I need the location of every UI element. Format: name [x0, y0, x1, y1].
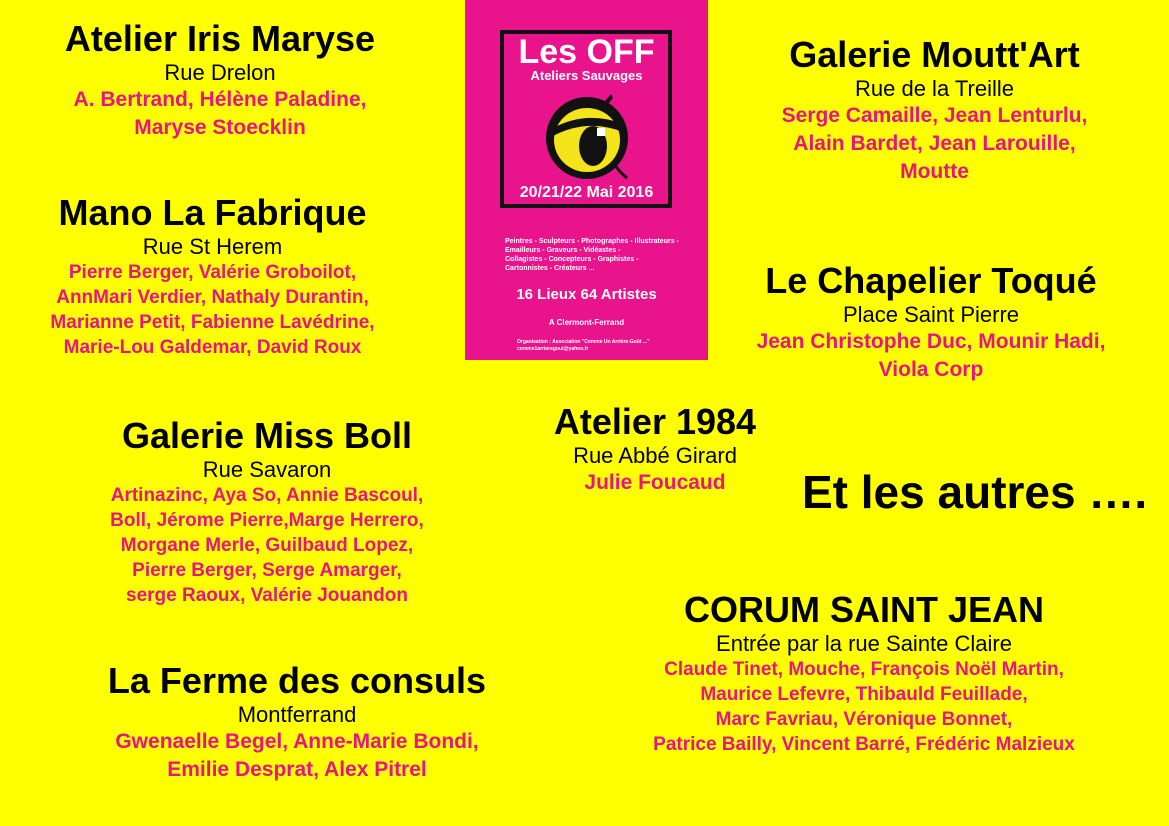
artist-line: Maryse Stoecklin — [134, 116, 306, 139]
venue-atelier-1984 — [530, 401, 780, 497]
artist-line: Boll, Jérome Pierre,Marge Herrero, — [110, 510, 424, 531]
venue-street: Rue de la Treille — [855, 76, 1014, 101]
venue-mano-la-fabrique — [10, 192, 415, 360]
artist-line: Maurice Lefevre, Thibauld Feuillade, — [700, 684, 1028, 705]
venue-title: La Ferme des consuls — [107, 660, 487, 701]
venue-la-ferme-des-consuls — [67, 660, 527, 784]
venue-artists — [67, 483, 467, 608]
venue-street: Rue Abbé Girard — [573, 443, 737, 468]
discipline-line: Emailleurs - Graveurs - Vidéastes - — [505, 247, 621, 254]
venue-street: Rue Savaron — [202, 457, 332, 482]
discipline-line: Peintres - Sculpteurs - Photographes - Illustrateurs - — [505, 238, 679, 245]
poster-city: A Clermont-Ferrand — [548, 318, 625, 327]
organisation-line: Organisation : Association "Comme Un Arrière-Goût ..." — [517, 339, 650, 345]
artist-line: serge Raoux, Valérie Jouandon — [126, 585, 408, 606]
artist-line: Viola Corp — [878, 358, 984, 381]
venue-street: Entrée par la rue Sainte Claire — [716, 631, 1012, 656]
discipline-line: Cartonnistes - Créateurs ... — [505, 265, 595, 272]
venue-artists — [10, 260, 415, 360]
venue-title: Atelier Iris Maryse — [64, 18, 376, 59]
artist-line: A. Bertrand, Hélène Paladine, — [73, 88, 367, 111]
venue-artists — [732, 102, 1137, 186]
artist-line: Pierre Berger, Valérie Groboilot, — [68, 262, 357, 283]
discipline-line: Collagistes - Concepteurs - Graphistes - — [505, 256, 639, 263]
poster-dates: 20/21/22 Mai 2016 — [519, 184, 654, 201]
venue-artists — [715, 328, 1147, 384]
poster-subtitle: Ateliers Sauvages — [530, 68, 643, 83]
venue-title: Le Chapelier Toqué — [765, 260, 1097, 301]
venue-galerie-moutt-art — [732, 34, 1137, 186]
venue-street: Place Saint Pierre — [842, 302, 1020, 327]
artist-line: Artinazinc, Aya So, Annie Bascoul, — [110, 485, 424, 506]
artist-line: Serge Camaille, Jean Lenturlu, — [781, 104, 1088, 127]
artist-line: Gwenaelle Begel, Anne-Marie Bondi, — [115, 730, 479, 753]
artist-line: Emilie Desprat, Alex Pitrel — [167, 758, 427, 781]
venue-artists — [67, 728, 527, 784]
poster-disciplines — [505, 237, 679, 273]
artist-line: AnnMari Verdier, Nathaly Durantin, — [56, 287, 369, 308]
venue-street: Montferrand — [237, 702, 357, 727]
venue-title: Mano La Fabrique — [58, 192, 367, 233]
venue-artists — [604, 657, 1124, 757]
artist-line: Jean Christophe Duc, Mounir Hadi, — [756, 330, 1106, 353]
venue-le-chapelier-toque — [715, 260, 1147, 384]
artist-line: Marc Favriau, Véronique Bonnet, — [715, 709, 1013, 730]
venue-title: Galerie Moutt'Art — [789, 34, 1080, 75]
eye-logo-icon — [541, 88, 633, 182]
venue-title: Atelier 1984 — [553, 401, 757, 442]
organisation-email: comme1arrieregout@yahoo.fr — [517, 346, 589, 352]
venue-artists — [20, 86, 420, 142]
event-poster — [465, 0, 708, 360]
artist-line: Moutte — [900, 160, 969, 183]
poster-organisation — [517, 339, 649, 353]
artist-line: Morgane Merle, Guilbaud Lopez, — [120, 535, 414, 556]
others-text: Et les autres …. — [802, 466, 1148, 518]
venue-street: Rue Drelon — [164, 60, 276, 85]
artist-line: Pierre Berger, Serge Amarger, — [132, 560, 402, 581]
venue-galerie-miss-boll — [67, 415, 467, 608]
artist-line: Patrice Bailly, Vincent Barré, Frédéric Malzieux — [653, 734, 1075, 755]
venue-artists — [530, 469, 780, 497]
venue-corum-saint-jean — [604, 589, 1124, 757]
venue-title: Galerie Miss Boll — [121, 415, 413, 456]
venue-street: Rue St Herem — [142, 234, 283, 259]
poster-count: 16 Lieux 64 Artistes — [516, 286, 657, 303]
artist-line: Julie Foucaud — [584, 471, 726, 494]
venue-title: CORUM SAINT JEAN — [683, 589, 1045, 630]
artist-line: Claude Tinet, Mouche, François Noël Martin, — [664, 659, 1064, 680]
artist-line: Marie-Lou Galdemar, David Roux — [63, 337, 362, 358]
venue-atelier-iris-maryse — [20, 18, 420, 142]
artist-line: Alain Bardet, Jean Larouille, — [793, 132, 1076, 155]
poster-title: Les OFF — [518, 33, 655, 71]
artist-line: Marianne Petit, Fabienne Lavédrine, — [50, 312, 375, 333]
